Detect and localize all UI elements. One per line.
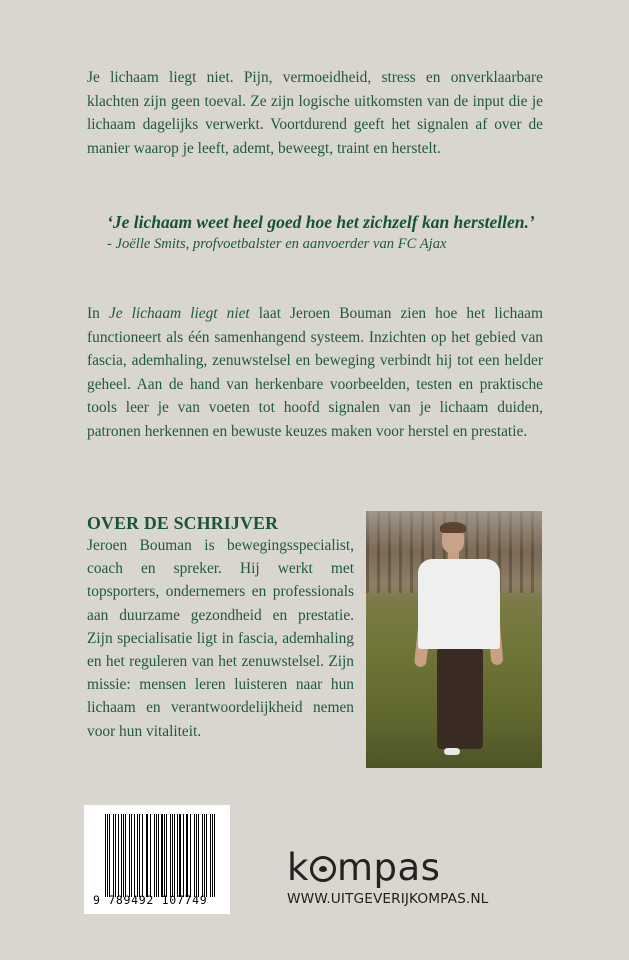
endorsement-quote [107,212,547,255]
barcode-digits: 9 789492 107749 [93,893,208,907]
publisher-block [287,848,488,908]
author-heading: OVER DE SCHRIJVER [87,513,279,533]
author-bio: Jeroen Bouman is bewegingsspecialist, coach en spreker. Hij werkt met topsporters, ondernemers en professionals aan duurzame gezondheid en prestatie. Zijn specialisatie ligt in fascia, ademhaling en het reguleren van het zenuwstelsel. Zijn missie: mensen leren luisteren naar hun lichaam en verantwoordelijkheid nemen voor hun vitaliteit. [87,537,354,740]
description-prefix: In [87,305,109,322]
intro-paragraph: Je lichaam liegt niet. Pijn, vermoeidheid, stress en onverklaarbare klachten zijn geen toeval. Ze zijn logische uitkomsten van de input die je lichaam dagelijks verwerkt. Voortdurend geeft het signalen af over de manier waarop je leeft, ademt, beweegt, traint en herstelt. [87,69,543,157]
person-shoe [444,748,460,755]
author-section [87,512,354,743]
logo-mpas: mpas [336,846,441,889]
person-hair [440,522,466,533]
quote-attribution: - Joëlle Smits, profvoetbalster en aanvoerder van FC Ajax [107,236,447,252]
author-photo [366,511,542,768]
barcode-bars [105,814,218,897]
publisher-url: WWW.UITGEVERIJKOMPAS.NL [287,891,489,907]
logo-k: k [287,846,309,889]
book-title: Je lichaam liegt niet [108,305,250,322]
isbn-barcode [84,805,230,914]
compass-eye-icon [310,856,336,882]
publisher-logo [287,848,488,888]
quote-text: ‘Je lichaam weet heel goed hoe het zichzelf kan herstellen.’ [107,212,535,232]
book-description [87,302,543,443]
person-shirt [418,559,500,649]
description-body: laat Jeroen Bouman zien hoe het lichaam functioneert als één samenhangend systeem. Inzichten op het gebied van fascia, ademhaling, zenuwstelsel en beweging verbindt hij tot een helder geheel. Aan de hand van herkenbare voorbeelden, testen en praktische tools leer je van voeten tot hoofd signalen van je lichaam duiden, patronen herkennen en bewuste keuzes maken voor herstel en prestatie. [87,305,543,440]
person-pants [437,649,483,749]
